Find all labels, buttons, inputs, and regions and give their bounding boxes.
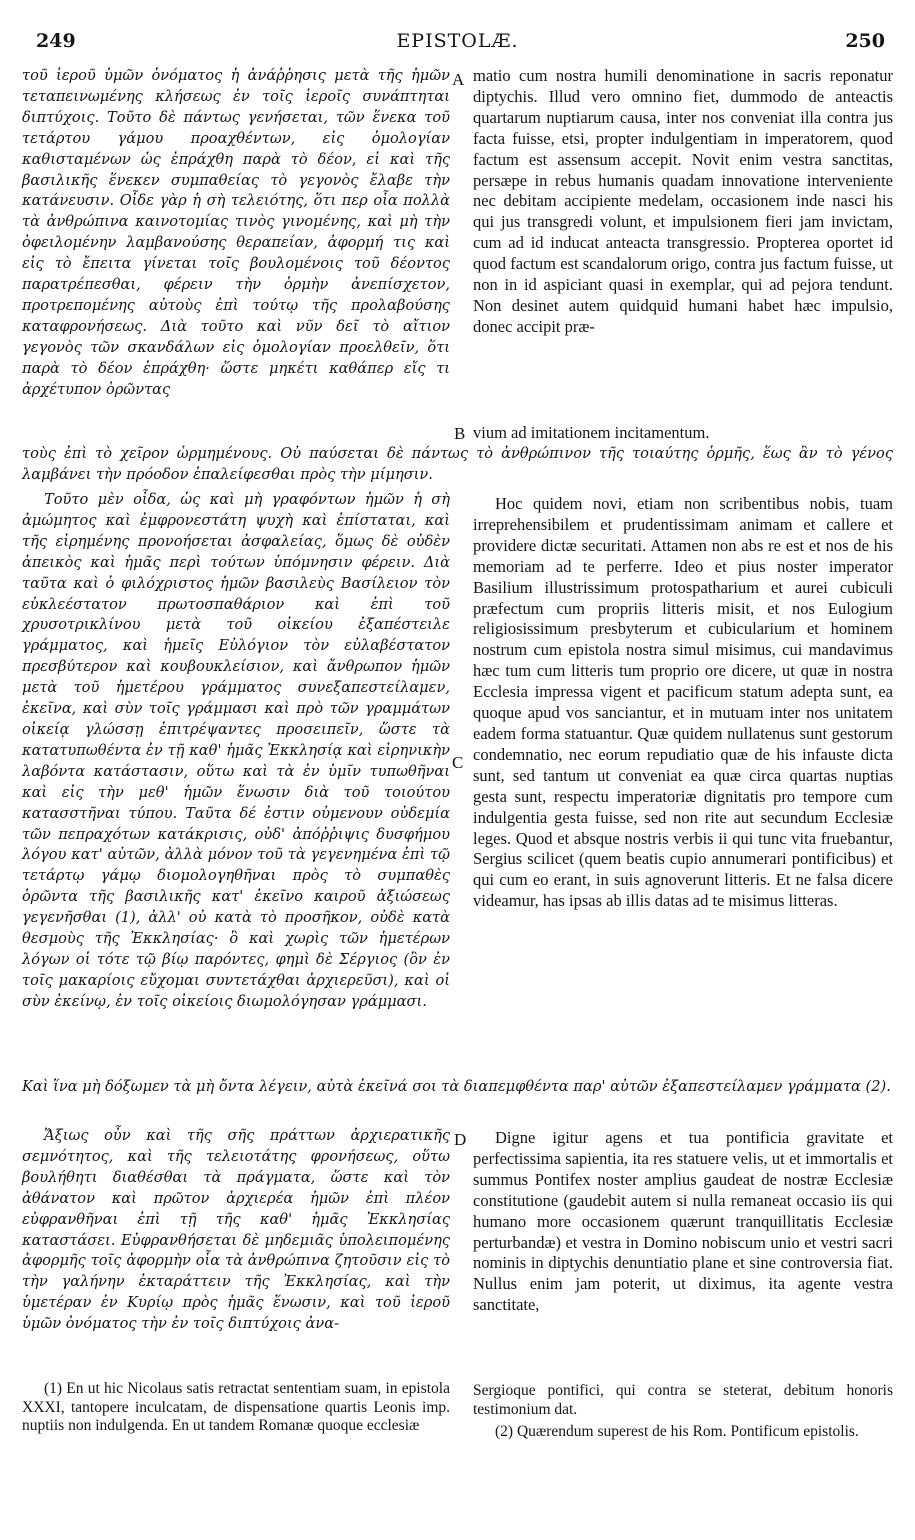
latin-column-block-1: [473, 66, 893, 338]
latin-continuation-b: [473, 423, 893, 444]
greek-column-block-2: [22, 490, 450, 1013]
page-number-left: 249: [36, 30, 76, 52]
greek-column-block-3: [22, 1126, 450, 1335]
greek-paragraph-3: Ἄξιως οὖν καὶ τῆς σῆς πράττων ἀρχιερατικῆς σεμνότητος, καὶ τῆς τελειοτάτης φρονήσεως, οὕτω βουλήθητι διαθέσθαι τὰ πράγματα, ὥστε καὶ τὸν ἀθάνατον καὶ πρῶτον ἀρχιερέα ἡμῶν ἐπὶ πλέον εὐφρανθῆναι ἐπὶ τῇ τῆς καθ' ἡμᾶς Ἐκκλησίας καταστάσει. Εὐφρανθήσεται δὲ μηδεμιᾶς ὑπολειπομένης ἀφορμῆς τοῖς ἀφορμὴν οἷα τὰ ἀνθρώπινα ζητοῦσιν εἰς τὸ τὴν γαλήνην ἐκταράττειν τῆς Ἐκκλησίας, καὶ τὴν ὑμετέραν ἐν Κυρίῳ πρὸς ἡμᾶς ἕνωσιν, καὶ τοῦ ἱεροῦ ὑμῶν ὀνόματος τὴν ἐν τοῖς διπτύχοις ἀνα-: [22, 1127, 450, 1333]
latin-paragraph-3: Digne igitur agens et tua pontificia gravitate et perfectissima sapientia, ita res statuere velis, ut et immortalis et summus Pontifex noster amplius gaudeat de nostræ Ecclesiæ constitutione (gaudebit autem si nulla remaneat occasio iis qui humano more occasionem quærunt tranquillitatis Ecclesiæ perturbandæ) et vestra in Domino nobiscum unio et vestri sacri nominis in diptychis denuntiatio plane et sine controversia fiat. Nullus enim jam poterit, ut diximus, ita agente vestra sanctitate,: [473, 1128, 893, 1315]
greek-paragraph-2: Τοῦτο μὲν οἶδα, ὡς καὶ μὴ γραφόντων ἡμῶν ἡ σὴ ἀμώμητος καὶ ἐμφρονεστάτη ψυχὴ καὶ ἐπίσταται, καὶ τῆς εἰρημένης προνοήσεται ἀσφαλείας, ὅμως δὲ οὐδὲν ἀπεικὸς καὶ ἡμᾶς περὶ τούτων ὑπόμνησιν φέρειν. Διὰ ταῦτα καὶ ὁ φιλόχριστος ἡμῶν βασιλεὺς Βασίλειον τὸν εὐκλεέστατον πρωτοσπαθάριον καὶ ἐπὶ τοῦ χρυσοτρικλίνου μετὰ τοῦ οἰκείου ἐξαπέστειλε γράμματος, καὶ ἡμεῖς Εὐλόγιον τὸν εὐλαβέστατον πρεσβύτερον καὶ κουβουκλείσιον, καὶ ἄνθρωπον ἡμῶν μετὰ τοῦ ἡμετέρου γράμματος συνεξαπεστείλαμεν, ἐκεῖνα, καὶ σὺν τοῖς γράμμασι καὶ πρὸ τῶν γραμμάτων οἰκείᾳ γλώσσῃ ἐπιτρέψαντες προσειπεῖν, ὥστε τὰ κατατυπωθέντα ἐν τῇ καθ' ἡμᾶς Ἐκκλησίᾳ καὶ εἰρηνικὴν λαβόντα κατάστασιν, οὕτω καὶ τὰ ἐν ὑμῖν τυπωθῆναι καὶ εἰς τὴν μεθ' ἡμῶν ἕνωσιν διὰ τοῦ τοιούτου κατασστῆναι τύπου. Ταῦτα δέ ἐστιν οὐμενουν οὐδεμία τῶν πεπραχότων κατάκρισις, οὐδ' ἀπόῤῥιψις δυσφήμου λόγου κατ' αὐτῶν, ἀλλὰ μόνον τοῦ τὰ γεγενημένα ἐπὶ τῷ τετάρτῳ γάμῳ διομολογηθῆναι πρὸς τὸ συμπαθὲς ὁρῶντα τῆς βασιλικῆς κατ' ἐκεῖνο καιροῦ ἀξιώσεως γεγενῆσθαι (1), ἀλλ' οὐ κατὰ τὸ προσῆκον, οὐδὲ κατὰ θεσμοὺς τῆς Ἐκκλησίας· ὃ καὶ χωρὶς τῶν ἡμετέρων λόγων οἱ τότε τῷ βίῳ παρόντες, φημὶ δὲ Σέργιος (ὃν ἐν τοῖς μακαρίοις εὔχομαι συντετάχθαι ἀρχιερεῦσι), καὶ οἱ σὺν ἐκείνῳ, ἐν τοῖς οἰκείοις διωμολόγησαν γράμμασι.: [22, 491, 450, 1010]
margin-marker-b: B: [454, 424, 466, 443]
greek-full-width-2: [22, 1077, 893, 1098]
latin-line-b: vium ad imitationem incitamentum.: [473, 423, 710, 442]
greek-full-width-1: [22, 444, 893, 486]
footnote-column-left: [22, 1380, 450, 1436]
page-number-right: 250: [845, 30, 885, 52]
greek-span-1: τοὺς ἐπὶ τὸ χεῖρον ὡρμημένους. Οὐ παύσεται δὲ πάντως τὸ ἀνθρώπινον τῆς τοιαύτης ὁρμῆς, ἕως ἂν τὸ γένος λαμβάνει τὴν πρόοδον ἐπαλείφεσθαι πρὸς τὴν μίμησιν.: [22, 445, 893, 483]
footnote-1: (1) En ut hic Nicolaus satis retractat sententiam suam, in epistola XXXI, tantopere inculcatam, de dispensatione quartis Leonis imp. nuptiis non indulgenda. En ut tandem Romanæ quoque ecclesiæ: [22, 1380, 450, 1434]
margin-marker-a: A: [452, 70, 465, 89]
latin-column-block-3: [473, 1128, 893, 1316]
running-title: EPISTOLÆ.: [396, 30, 519, 52]
latin-paragraph-2: Hoc quidem novi, etiam non scribentibus nobis, tuam irreprehensibilem et prudentissimam animam et callere et providere dictæ securitati. Attamen non abs re est et nos de his memoriam ad te perferre. Ideo et pius noster imperator Basilium illustrissimum protospatharium et aurei cubiculi præfectum cum propriis litteris misit, et nos Eulogium religiosissimum presbyterum et cubicularium et hominem nostrum cum epistola nostra simul misimus, cui mandavimus hæc tum cum litteris tum proprio ore dicere, ut quæ in nostra Ecclesia impressa vigent et pacificum statum adepta sunt, ea quoque apud vos sanciantur, et in mutuam inter nos unitatem eadem forma statuantur. Quæ quidem nullatenus sunt gestorum condemnatio, nec eorum repudiatio quæ de his infauste dicta sunt, sed tantum ut conveniat ea quæ circa quartas nuptias gesta sunt, respectu imperatoriæ dignitatis pro tempore cum indulgentia gesta fuisse, sed non rite aut secundum Ecclesiæ leges. Quod et absque nostris verbis ii qui tunc vita fruebantur, Sergius scilicet (quem beatis cupio annumerari pontificibus) et qui cum eo erant, in suis agnoverunt litteris. Et ne falsa dicere videamur, has ipsas ab illis datas ad te misimus litteras.: [473, 494, 893, 911]
greek-column-block-1: [22, 66, 450, 401]
margin-marker-d: D: [454, 1130, 467, 1149]
footnote-column-right: [473, 1382, 893, 1442]
latin-paragraph-1: matio cum nostra humili denominatione in sacris reponatur diptychis. Illud vero omnino fiet, dummodo de anteactis quartarum nuptiarum causa, inter nos conveniat illa contra jus facta fuisse, etsi, propter indulgentiam in imperatorem, quod factum est assensum accepit. Novit enim vestra sanctitas, persæpe in rebus humanis quadam innovatione interveniente nec debitam accipiente medelam, occasionem inde nasci his qui jus transgredi volunt, et impulsionem fieri jam invictam, cum ad id inducat anteacta transgressio. Propterea oportet id quod factum est scandalorum origo, contra jus factum fuisse, ut non in id aspiciant quasi in exemplar, qui ad pejora tendunt. Non desinet autem quidquid humani habet hæc impulsio, donec accipit præ-: [473, 66, 893, 336]
margin-marker-c: C: [452, 753, 464, 772]
greek-span-2: Καὶ ἵνα μὴ δόξωμεν τὰ μὴ ὄντα λέγειν, αὐτὰ ἐκεῖνά σοι τὰ διαπεμφθέντα παρ' αὐτῶν ἐξαπεστείλαμεν γράμματα (2).: [22, 1078, 891, 1095]
footnote-2: (2) Quærendum superest de his Rom. Pontificum epistolis.: [495, 1423, 859, 1440]
greek-paragraph-1: τοῦ ἱεροῦ ὑμῶν ὀνόματος ἡ ἀνάῤῥησις μετὰ τῆς ἡμῶν τεταπεινωμένης κλήσεως ἐν τοῖς ἱεροῖς συνάπτηται διπτύχοις. Τοῦτο δὲ πάντως γενήσεται, τῶν ἕνεκα τοῦ τετάρτου γάμου προαχθέντων, εἰς ὁμολογίαν καθισταμένων ὡς ἐπράχθη παρὰ τὸ δέον, εἰ καὶ τῆς βασιλικῆς ἕνεκεν συμπαθείας τὸ γεγονὸς ἔλαβε τὴν κατάνευσιν. Οἶδε γὰρ ἡ σὴ τελειότης, ὅτι περ οἷα πολλὰ τὰ ἀνθρώπινα καινοτομίας τινὸς γινομένης, καὶ μὴ τὴν ὀφειλομένην λαμβανούσης θεραπείαν, ἀφορμή τις καὶ εἰς τὸ ἔπειτα γίνεται τοῖς βουλομένοις τοῦ δέοντος παρατρέπεσθαι, φέρειν τὴν ὁρμὴν ἀνεπίσχετον, προτρεπομένης αὐτοὺς ἐπὶ τούτῳ τῆς προλαβούσης καταφρονήσεως. Διὰ τοῦτο καὶ νῦν δεῖ τὸ αἴτιον γεγονὸς τῶν σκανδάλων εἰς ὁμολογίαν προελθεῖν, ὅτι παρὰ τὸ δέον ἐπράχθη· ὥστε μηκέτι καθάπερ εἴς τι ἀρχέτυπον ὁρῶντας: [22, 67, 450, 398]
latin-paragraph-4: Sergioque pontifici, qui contra se steterat, debitum honoris testimonium dat.: [473, 1382, 893, 1418]
latin-column-block-2: [473, 494, 893, 912]
